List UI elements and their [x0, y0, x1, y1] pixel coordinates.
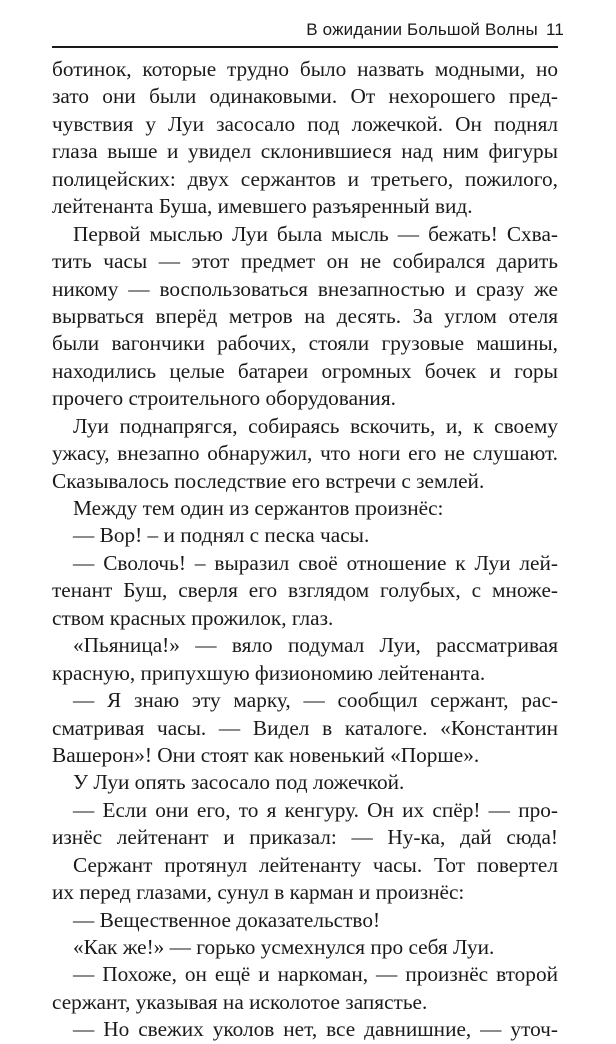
- text-line: «Как же!» — горько усмехнулся про себя Луи.: [73, 935, 495, 959]
- text-line: — Вещественное доказательство!: [73, 907, 381, 932]
- text-line: — Но свежих уколов нет, все давнишние, — уточ-: [73, 1017, 558, 1042]
- text-line: сматривая часы. — Видел в каталоге. «Константин: [52, 715, 558, 740]
- text-line: вырваться вперёд метров на десять. За углом отеля: [52, 303, 558, 328]
- text-line: красную, припухшую физиономию лейтенанта.: [52, 660, 486, 685]
- text-line: — Я знаю эту марку, — сообщил сержант, рас-: [73, 688, 558, 713]
- running-title: В ожидании Большой Волны: [306, 20, 538, 39]
- text-line: Сказывалось последствие его встречи с землей.: [52, 468, 485, 493]
- running-head: [306, 20, 564, 40]
- text-line: полицейских: двух сержантов и третьего, пожилого,: [52, 166, 558, 191]
- text-line: У Луи опять засосало под ложечкой.: [73, 770, 405, 795]
- text-line: никому — воспользоваться внезапностью и сразу же: [52, 276, 558, 301]
- text-line: — Если они его, то я кенгуру. Он их спёр! — про-: [73, 797, 558, 822]
- text-line: их перед глазами, сунул в карман и произнёс:: [52, 880, 465, 905]
- text-line: тить часы — этот предмет он не собирался дарить: [52, 249, 558, 274]
- text-line: — Вор! – и поднял с песка часы.: [73, 523, 370, 548]
- text-line: были вагончики рабочих, стояли грузовые машины,: [52, 331, 558, 356]
- text-line: изнёс лейтенант и приказал: — Ну-ка, дай сюда!: [52, 825, 558, 850]
- text-line: находились целые батареи огромных бочек и горы: [52, 358, 558, 383]
- text-line: — Похоже, он ещё и наркоман, — произнёс второй: [73, 962, 558, 987]
- text-line: ством красных прожилок, глаз.: [52, 605, 334, 630]
- header-rule: [52, 46, 558, 48]
- page-number: 11: [545, 20, 564, 39]
- text-line: «Пьяница!» — вяло подумал Луи, рассматривая: [73, 633, 558, 658]
- text-line: Сержант протянул лейтенанту часы. Тот повертел: [73, 852, 558, 877]
- text-line: лейтенанта Буша, имевшего разъяренный вид.: [52, 194, 473, 219]
- text-line: Вашерон»! Они стоят как новенький «Порше».: [52, 742, 480, 767]
- text-line: прочего строительного оборудования.: [52, 386, 396, 411]
- text-line: глаза выше и увидел склонившиеся над ним фигуры: [52, 139, 558, 164]
- text-line: тенант Буш, сверля его взглядом голубых, с множе-: [52, 578, 558, 603]
- text-line: чувствия у Луи засосало под ложечкой. Он поднял: [52, 111, 558, 136]
- body-text: [52, 56, 558, 1044]
- text-line: Луи поднапрягся, собираясь вскочить, и, к своему: [73, 413, 558, 438]
- text-line: зато они были одинаковыми. От нехорошего пред-: [52, 84, 558, 109]
- text-line: — Сволочь! – выразил своё отношение к Луи лей-: [73, 550, 558, 575]
- text-line: Между тем один из сержантов произнёс:: [73, 496, 444, 520]
- text-line: Первой мыслью Луи была мысль — бежать! Схва-: [73, 221, 558, 246]
- text-line: сержант, указывая на исколотое запястье.: [52, 989, 428, 1014]
- text-line: ужасу, внезапно обнаружил, что ноги его не слушают.: [52, 441, 558, 466]
- text-line: ботинок, которые трудно было назвать модными, но: [52, 57, 558, 81]
